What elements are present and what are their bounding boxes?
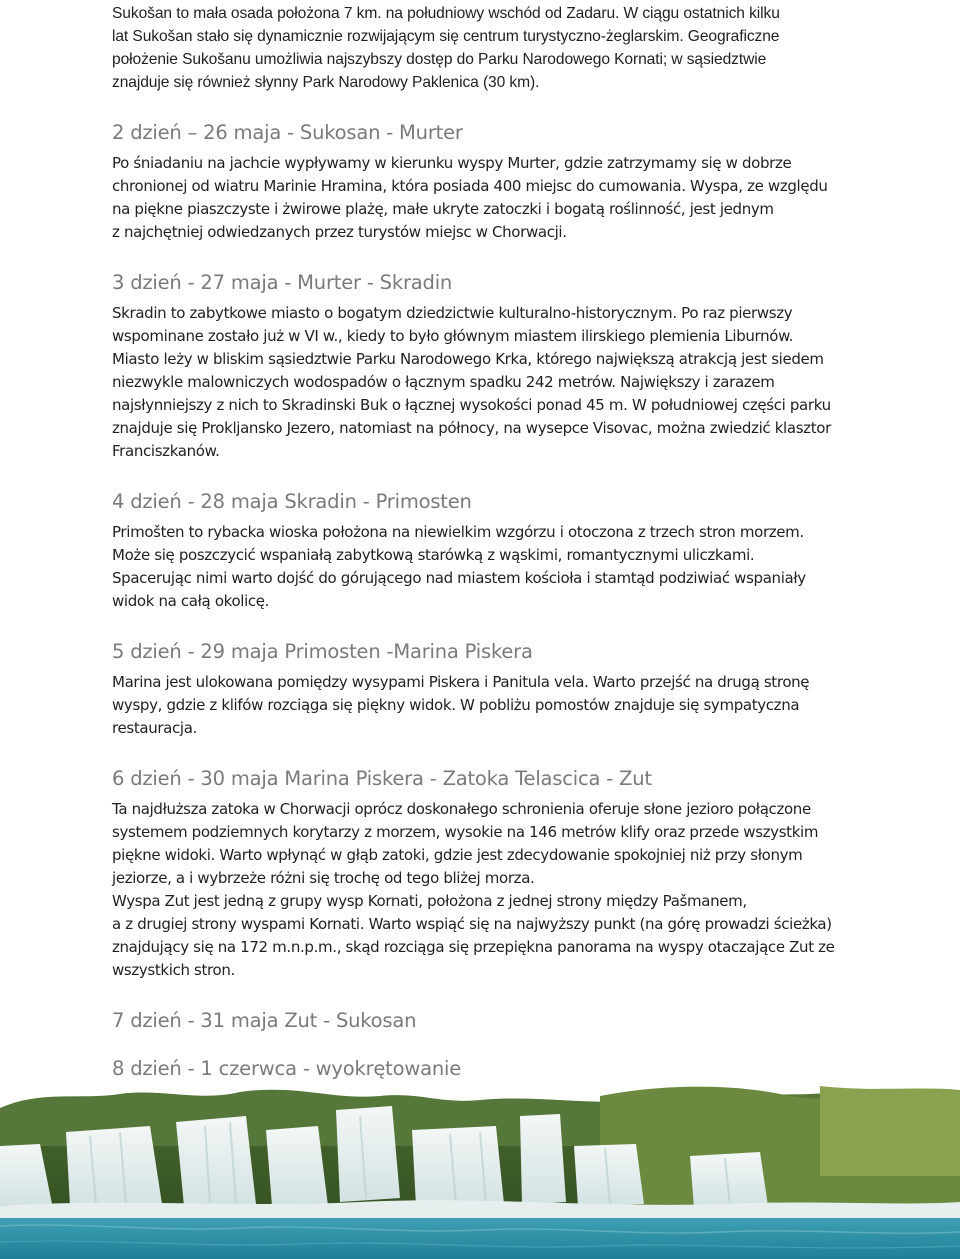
text-line: wyspy, gdzie z klifów rozciąga się piękny widok. W pobliżu pomostów znajduje się sympatyczna: [112, 696, 800, 714]
text-line: wspominane zostało już w VI w., kiedy to było głównym miastem ilirskiego plemienia Liburnów.: [112, 327, 794, 345]
day-7-heading: 7 dzień - 31 maja Zut - Sukosan: [112, 1009, 417, 1032]
intro-line: Sukošan to mała osada położona 7 km. na południowy wschód od Zadaru. W ciągu ostatnich kilku: [112, 5, 780, 22]
day-3-section: [112, 270, 852, 463]
day-5-heading: 5 dzień - 29 maja Primosten -Marina Piskera: [112, 640, 533, 663]
document-body: [112, 0, 852, 1088]
day-3-paragraph: [112, 302, 852, 463]
waterfall-photo: [0, 1086, 960, 1259]
text-line: Wyspa Zut jest jedną z grupy wysp Kornati, położona z jednej strony między Pašmanem,: [112, 892, 747, 910]
text-line: wszystkich stron.: [112, 961, 235, 979]
text-line: Ta najdłuższa zatoka w Chorwacji oprócz doskonałego schronienia oferuje słone jezioro połączone: [112, 800, 811, 818]
waterfall-illustration: [0, 1086, 960, 1259]
text-line: chronionej od wiatru Marinie Hramina, która posiada 400 miejsc do cumowania. Wyspa, ze względu: [112, 177, 828, 195]
text-line: z najchętniej odwiedzanych przez turystów miejsc w Chorwacji.: [112, 223, 567, 241]
intro-line: położenie Sukošanu umożliwia najszybszy dostęp do Parku Narodowego Kornati; w sąsiedztwie: [112, 51, 767, 68]
day-2-section: [112, 120, 852, 244]
text-line: Marina jest ulokowana pomiędzy wysypami Piskera i Panitula vela. Warto przejść na drugą stronę: [112, 673, 810, 691]
day-3-heading: 3 dzień - 27 maja - Murter - Skradin: [112, 271, 453, 294]
day-5-paragraph: [112, 671, 852, 740]
day-8-heading: 8 dzień - 1 czerwca - wyokrętowanie: [112, 1057, 462, 1080]
intro-line: znajduje się również słynny Park Narodowy Paklenica (30 km).: [112, 74, 540, 91]
text-line: na piękne piaszczyste i żwirowe plażę, małe ukryte zatoczki i bogatą roślinność, jest jednym: [112, 200, 774, 218]
intro-line: lat Sukošan stało się dynamicznie rozwijającym się centrum turystyczno-żeglarskim. Geograficzne: [112, 28, 780, 45]
text-line: Franciszkanów.: [112, 442, 220, 460]
text-line: znajdujący się na 172 m.n.p.m., skąd rozciąga się przepiękna panorama na wyspy otaczające Zut ze: [112, 938, 835, 956]
day-2-paragraph: [112, 152, 852, 244]
text-line: widok na całą okolicę.: [112, 592, 270, 610]
text-line: restauracja.: [112, 719, 197, 737]
text-line: Po śniadaniu na jachcie wypływamy w kierunku wyspy Murter, gdzie zatrzymamy się w dobrze: [112, 154, 792, 172]
text-line: znajduje się Prokljansko Jezero, natomiast na północy, na wysepce Visovac, można zwiedzić klasztor: [112, 419, 831, 437]
text-line: jeziorze, a i wybrzeże różni się trochę od tego bliżej morza.: [112, 869, 535, 887]
day-4-heading: 4 dzień - 28 maja Skradin - Primosten: [112, 490, 472, 513]
day-8-section: [112, 1056, 852, 1082]
day-4-paragraph: [112, 521, 852, 613]
text-line: Skradin to zabytkowe miasto o bogatym dziedzictwie kulturalno-historycznym. Po raz pierwszy: [112, 304, 793, 322]
day-6-paragraph: [112, 798, 852, 982]
day-5-section: [112, 639, 852, 740]
text-line: systemem podziemnych korytarzy z morzem, wysokie na 146 metrów klify oraz przede wszystkim: [112, 823, 819, 841]
day-6-heading: 6 dzień - 30 maja Marina Piskera - Zatoka Telascica - Zut: [112, 767, 652, 790]
text-line: Primošten to rybacka wioska położona na niewielkim wzgórzu i otoczona z trzech stron morzem.: [112, 523, 804, 541]
text-line: a z drugiej strony wyspami Kornati. Warto wspiąć się na najwyższy punkt (na górę prowadzi ścieżka): [112, 915, 832, 933]
day-7-section: [112, 1008, 852, 1034]
text-line: Spacerując nimi warto dojść do górującego nad miastem kościoła i stamtąd podziwiać wspaniały: [112, 569, 806, 587]
text-line: Miasto leży w bliskim sąsiedztwie Parku Narodowego Krka, którego największą atrakcją jest siedem: [112, 350, 824, 368]
text-line: Może się poszczycić wspaniałą zabytkową starówką z wąskimi, romantycznymi uliczkami.: [112, 546, 755, 564]
text-line: piękne widoki. Warto wpłynąć w głąb zatoki, gdzie jest zdecydowanie spokojniej niż przy słonym: [112, 846, 803, 864]
day-2-heading: 2 dzień – 26 maja - Sukosan - Murter: [112, 121, 463, 144]
text-line: niezwykle malowniczych wodospadów o łącznym spadku 242 metrów. Największy i zarazem: [112, 373, 775, 391]
text-line: najsłynniejszy z nich to Skradinski Buk o łącznej wysokości ponad 45 m. W południowej części parku: [112, 396, 831, 414]
day-4-section: [112, 489, 852, 613]
intro-paragraph: [112, 0, 852, 94]
day-6-section: [112, 766, 852, 982]
